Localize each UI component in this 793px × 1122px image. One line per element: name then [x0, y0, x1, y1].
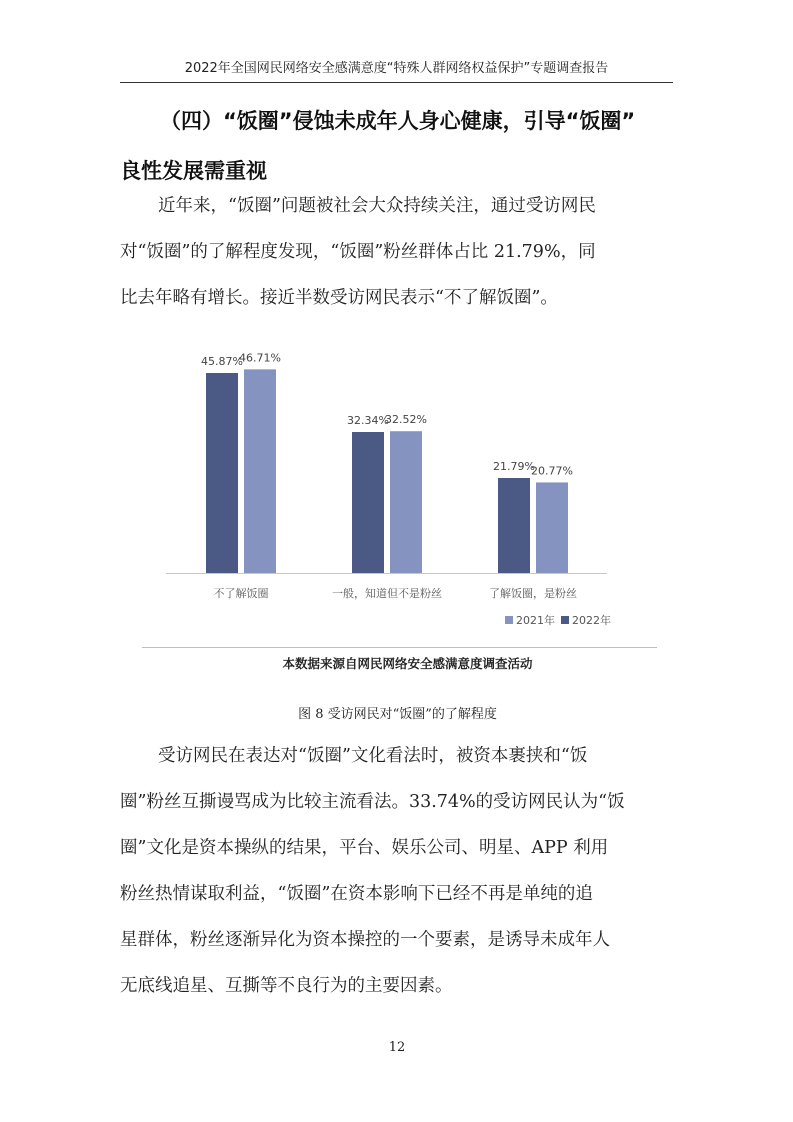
data-label: 45.87%	[201, 355, 243, 369]
bar	[498, 478, 530, 573]
x-tick-label: 一般，知道但不是粉丝	[332, 587, 442, 600]
data-label: 46.71%	[239, 351, 281, 365]
bar	[390, 431, 422, 573]
header-divider	[120, 82, 673, 83]
bar-chart-figure	[120, 330, 675, 685]
page-number: 12	[388, 1040, 406, 1055]
paragraph-line: 比去年略有增长。接近半数受访网民表示“不了解饭圈”。	[120, 288, 558, 308]
paragraph-line: 粉丝热情谋取利益，“饭圈”在资本影响下已经不再是单纯的追	[120, 884, 593, 904]
bar	[536, 482, 568, 573]
bar	[352, 432, 384, 573]
data-label: 32.34%	[347, 413, 389, 427]
section-heading-line-2: 良性发展需重视	[120, 159, 267, 183]
source-note: 本数据来源自网民网络安全感满意度调查活动	[282, 656, 533, 671]
legend-label: 2022年	[572, 614, 611, 627]
paragraph-line: 受访网民在表达对“饭圈”文化看法时，被资本裹挟和“饭	[158, 746, 588, 766]
data-label: 32.52%	[385, 413, 427, 427]
paragraph-line: 近年来，“饭圈”问题被社会大众持续关注，通过受访网民	[158, 196, 596, 216]
bar-chart	[120, 330, 675, 685]
legend-swatch	[505, 616, 513, 624]
paragraph-line: 无底线追星、互撕等不良行为的主要因素。	[120, 976, 453, 996]
paragraph-analysis	[120, 733, 676, 1009]
data-label: 20.77%	[531, 464, 573, 478]
report-header-title: 2022年全国网民网络安全感满意度“特殊人群网络权益保护”专题调查报告	[184, 61, 609, 76]
paragraph-intro	[120, 183, 676, 321]
legend-swatch	[561, 616, 569, 624]
legend-label: 2021年	[516, 614, 555, 627]
figure-caption: 图 8 受访网民对“饭圈”的了解程度	[298, 707, 497, 722]
section-heading-line-1: （四）“饭圈”侵蚀未成年人身心健康，引导“饭圈”	[160, 109, 636, 133]
data-label: 21.79%	[493, 459, 535, 473]
bar	[244, 369, 276, 573]
paragraph-line: 圈”文化是资本操纵的结果，平台、娱乐公司、明星、APP 利用	[120, 838, 609, 858]
section-heading	[120, 96, 680, 196]
paragraph-line: 对“饭圈”的了解程度发现，“饭圈”粉丝群体占比 21.79%，同	[120, 242, 596, 262]
paragraph-line: 圈”粉丝互撕谩骂成为比较主流看法。33.74%的受访网民认为“饭	[120, 792, 625, 812]
x-tick-label: 了解饭圈，是粉丝	[489, 587, 577, 600]
bar	[206, 373, 238, 573]
x-tick-label: 不了解饭圈	[213, 587, 269, 600]
paragraph-line: 星群体，粉丝逐渐异化为资本操控的一个要素，是诱导未成年人	[120, 930, 610, 950]
